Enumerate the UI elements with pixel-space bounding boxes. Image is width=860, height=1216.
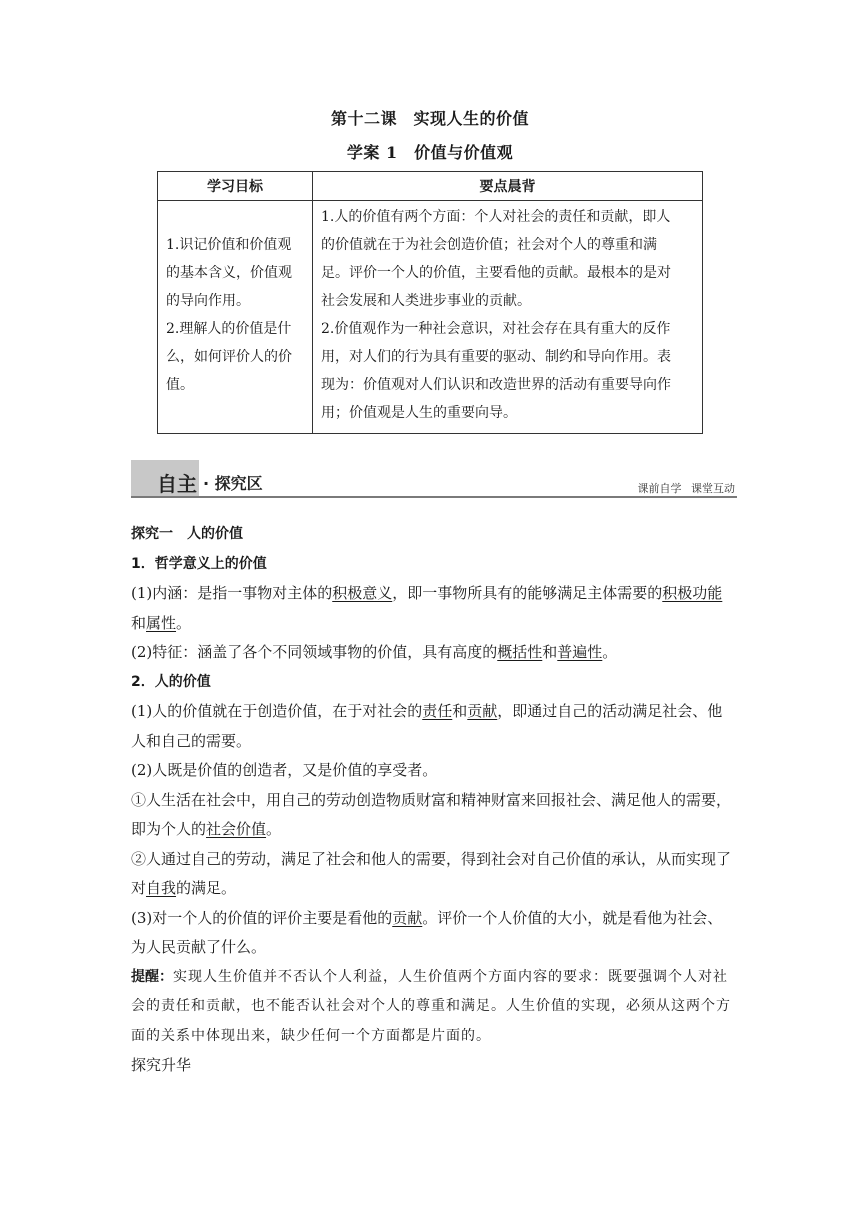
answer-blank: 社会价值 [206,820,267,838]
text: (1)内涵：是指一事物对主体的 [131,584,333,602]
lesson-title: 第十二课 实现人生的价值 [330,109,529,128]
answer-blank: 属性 [146,613,177,632]
paragraph-features [131,638,737,668]
table-header-goals: 学习目标 [158,172,313,201]
paragraph-social-value [131,786,737,845]
point-line: 用，对人们的行为具有重要的驱动、制约和导向作用。表 [321,349,671,365]
heading-philosophy-value: 1．哲学意义上的价值 [131,555,267,572]
goals-table [157,171,703,434]
text: 和 [131,613,147,632]
text: ，即通过自己的活动满足社会、他人和自己的需要。 [131,702,723,750]
goal-line: 的基本含义，价值观 [166,265,292,281]
answer-blank: 贡献 [467,702,498,720]
point-line: 现为：价值观对人们认识和改造世界的活动有重要导向作 [321,377,671,393]
goal-line: 值。 [166,377,194,393]
answer-blank: 自我 [146,879,177,897]
text: 和 [542,643,558,661]
text: (2)特征：涵盖了各个不同领域事物的价值，具有高度的 [131,643,498,661]
text: ①人生活在社会中，用自己的劳动创造物质财富和精神财富来回报社会、满足他人的需要，即为个人的 [131,790,732,838]
text: ②人通过自己的劳动，满足了社会和他人的需要，得到社会对自己价值的承认，从而实现了对 [131,849,732,897]
point-line: 足。评价一个人的价值，主要看他的贡献。最根本的是对 [321,265,671,281]
text: (1)人的价值就在于创造价值，在于对社会的 [131,702,423,720]
answer-blank: 积极意义 [332,584,393,602]
goal-line: 的导向作用。 [166,293,250,309]
paragraph-connotation [131,579,737,638]
heading-human-value: 2．人的价值 [131,673,211,690]
points-cell [313,201,703,434]
answer-blank: 责任 [422,702,453,720]
content-body [131,520,737,1081]
text: (3)对一个人的价值的评价主要是看他的 [131,908,393,927]
table-row [158,201,703,434]
goal-line: 么，如何评价人的价 [166,349,292,365]
section-banner-main: 自主 [157,472,197,496]
text: 。 [176,613,192,632]
reminder-text: 实现人生价值并不否认个人利益，人生价值两个方面内容的要求：既要强调个人对社会的责任和贡献，也不能否认社会对个人的尊重和满足。人生价值的实现，必须从这两个方面的关系中体现出来，缺少任何一个方面都是片面的。 [131,968,731,1044]
section-banner [131,460,737,498]
point-line: 1.人的价值有两个方面：个人对社会的责任和贡献，即人 [321,209,671,225]
answer-blank: 积极功能 [662,584,723,602]
table-header-points: 要点晨背 [313,172,703,201]
paragraph-self-value [131,845,737,904]
point-line: 用；价值观是人生的重要向导。 [321,405,517,421]
point-line: 的价值就在于为社会创造价值；社会对个人的尊重和满 [321,237,657,253]
reminder-label: 提醒： [131,968,173,985]
answer-blank: 贡献 [392,908,423,927]
heading-explore-one: 探究一 人的价值 [131,526,243,542]
text: 。 [602,643,618,661]
answer-blank: 普遍性 [557,643,603,661]
goal-line: 1.识记价值和价值观 [166,237,292,253]
paragraph-evaluation [131,904,737,963]
text: 。 [266,820,282,838]
section-banner-tags: 课前自学 课堂互动 [637,482,735,495]
paragraph-create-value [131,697,737,756]
paragraph-creator-enjoyer: (2)人既是价值的创造者，又是价值的享受者。 [131,761,438,779]
text: 和 [452,702,468,720]
paragraph-explore-upgrade: 探究升华 [131,1056,192,1074]
point-line: 2.价值观作为一种社会意识，对社会存在具有重大的反作 [321,321,671,337]
section-divider [131,496,737,498]
text: 的满足。 [176,879,237,897]
point-line: 社会发展和人类进步事业的贡献。 [321,293,531,309]
text: ，即一事物所具有的能够满足主体需要的 [392,584,663,602]
table-header-row [158,172,703,201]
goals-cell [158,201,313,434]
goal-line: 2.理解人的价值是什 [166,321,292,337]
text: 。评价一个人价值的大小，就是看他为社会、为人民贡献了什么。 [131,908,723,956]
lesson-subtitle: 学案 1 价值与价值观 [346,143,514,162]
answer-blank: 概括性 [497,643,543,661]
reminder-note [131,963,737,1052]
section-banner-sub: · 探究区 [203,474,263,493]
